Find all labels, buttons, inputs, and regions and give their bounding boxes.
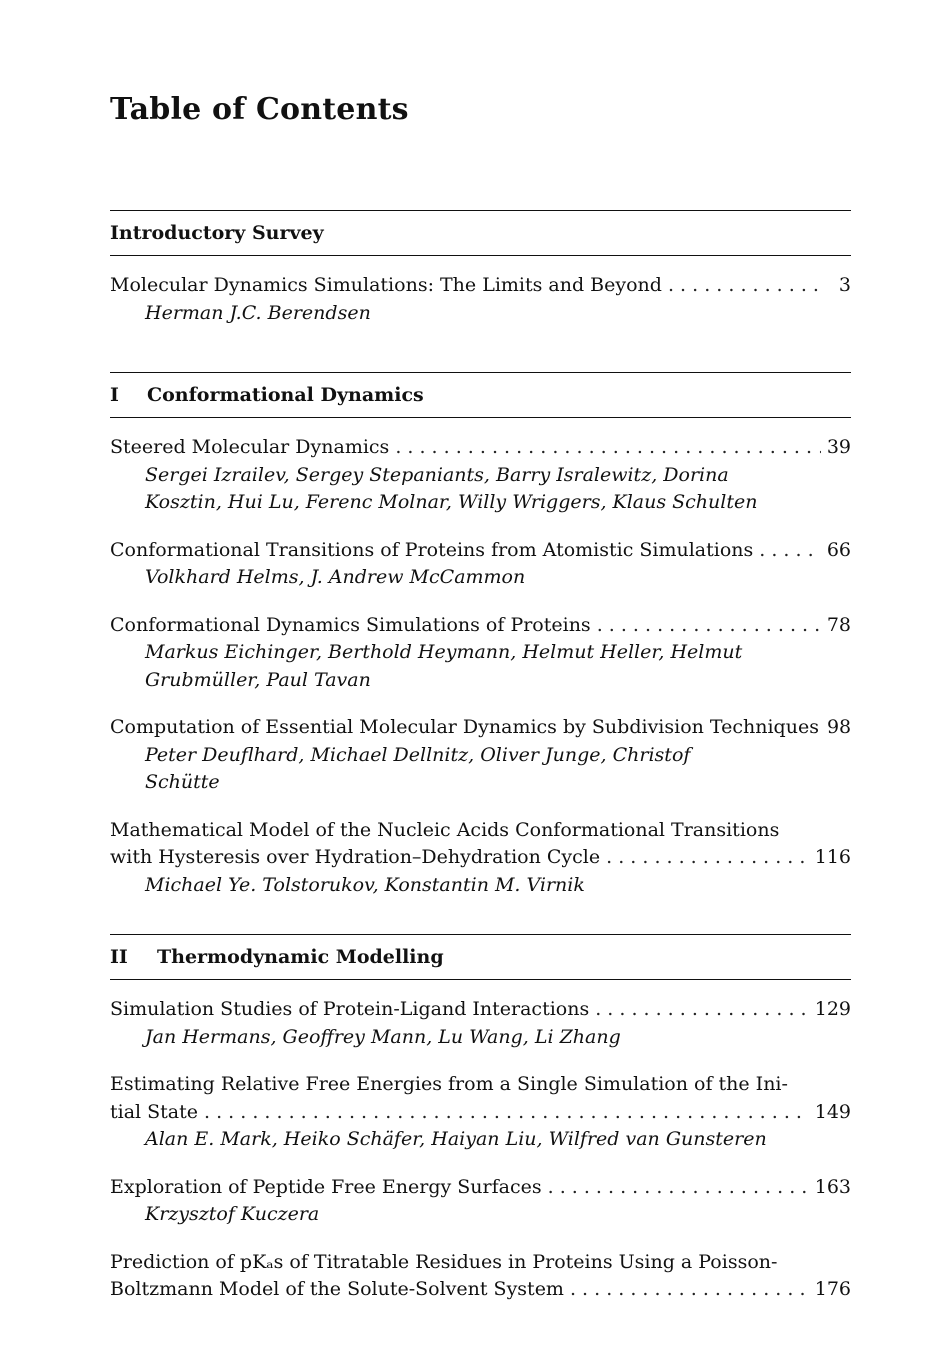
entry-authors: Markus Eichinger, Berthold Heymann, Helmut Heller, Helmut Grubmüller, Paul Tavan (145, 641, 743, 691)
section-heading (110, 934, 851, 980)
dot-leader (668, 272, 823, 300)
section-number: II (110, 946, 128, 968)
entry-authors: Volkhard Helms, J. Andrew McCammon (145, 566, 526, 588)
section-conformational-dynamics (110, 372, 851, 919)
page-number: 98 (826, 716, 852, 738)
section-introductory-survey (110, 210, 851, 347)
toc-entry[interactable] (110, 817, 851, 900)
entry-title[interactable]: Conformational Transitions of Proteins from Atomistic Simulations (110, 538, 754, 561)
toc-entry[interactable] (110, 1249, 851, 1304)
page-number: 129 (814, 998, 851, 1020)
entry-title-cont[interactable]: tial State (110, 1100, 199, 1123)
page-title: Table of Contents (110, 92, 409, 127)
dot-leader (548, 1174, 809, 1202)
dot-leader (395, 434, 821, 462)
entry-authors: Alan E. Mark, Heiko Schäfer, Haiyan Liu, Wilfred van Gunsteren (145, 1128, 767, 1150)
dot-leader (595, 996, 809, 1024)
entry-title[interactable]: Estimating Relative Free Energies from a Single Simulation of the Ini- (110, 1073, 788, 1095)
section-heading-text: Conformational Dynamics (147, 384, 424, 406)
toc-entry[interactable] (110, 537, 851, 592)
dot-leader (606, 844, 809, 872)
page-number: 163 (814, 1175, 851, 1198)
section-thermodynamic-modelling (110, 934, 851, 1324)
entry-authors: Jan Hermans, Geoffrey Mann, Lu Wang, Li Zhang (145, 1025, 621, 1048)
entry-title-cont[interactable]: Boltzmann Model of the Solute-Solvent System (110, 1278, 564, 1300)
toc-entry[interactable] (110, 996, 851, 1051)
entry-title[interactable]: Prediction of pKₐs of Titratable Residues in Proteins Using a Poisson- (110, 1250, 778, 1273)
page-number: 176 (814, 1278, 851, 1300)
page-number: 3 (838, 274, 851, 296)
entry-authors: Herman J.C. Berendsen (145, 301, 371, 324)
toc-entry[interactable] (110, 272, 851, 327)
entry-title-cont[interactable]: with Hysteresis over Hydration–Dehydration Cycle (110, 846, 601, 868)
entry-title[interactable]: Simulation Studies of Protein-Ligand Interactions (110, 998, 590, 1020)
dot-leader (597, 612, 821, 640)
entry-title[interactable]: Exploration of Peptide Free Energy Surfaces (110, 1175, 542, 1198)
toc-entry[interactable] (110, 434, 851, 517)
entry-title[interactable]: Molecular Dynamics Simulations: The Limits and Beyond (110, 274, 662, 296)
entry-authors: Michael Ye. Tolstorukov, Konstantin M. Virnik (145, 873, 585, 896)
page-number: 39 (826, 436, 851, 458)
toc-entry[interactable] (110, 1174, 851, 1229)
dot-leader (759, 537, 821, 565)
entry-authors: Krzysztof Kuczera (145, 1203, 320, 1225)
page-number: 66 (826, 538, 851, 561)
page-number: 116 (814, 846, 851, 868)
section-number: I (110, 384, 119, 406)
entry-title[interactable]: Steered Molecular Dynamics (110, 436, 390, 458)
page-number: 78 (826, 613, 851, 636)
entry-title[interactable]: Mathematical Model of the Nucleic Acids Conformational Transitions (110, 818, 780, 841)
entry-title[interactable]: Computation of Essential Molecular Dynamics by Subdivision Techniques (110, 716, 819, 738)
section-heading-text: Introductory Survey (110, 222, 324, 244)
section-heading (110, 372, 851, 418)
section-heading (110, 210, 851, 256)
dot-leader (570, 1276, 809, 1304)
entry-authors: Peter Deuflhard, Michael Dellnitz, Oliver Junge, Christof Schütte (145, 743, 691, 793)
entry-title[interactable]: Conformational Dynamics Simulations of Proteins (110, 613, 591, 636)
page-number: 149 (814, 1100, 851, 1123)
dot-leader (204, 1099, 809, 1127)
toc-entry[interactable] (110, 612, 851, 695)
section-heading-text: Thermodynamic Modelling (157, 946, 444, 968)
toc-entry[interactable] (110, 714, 851, 797)
entry-authors: Sergei Izrailev, Sergey Stepaniants, Barry Isralewitz, Dorina Kosztin, Hui Lu, Ferenc Molnar, Willy Wriggers, Klaus Schulten (145, 463, 758, 513)
toc-entry[interactable] (110, 1071, 851, 1154)
